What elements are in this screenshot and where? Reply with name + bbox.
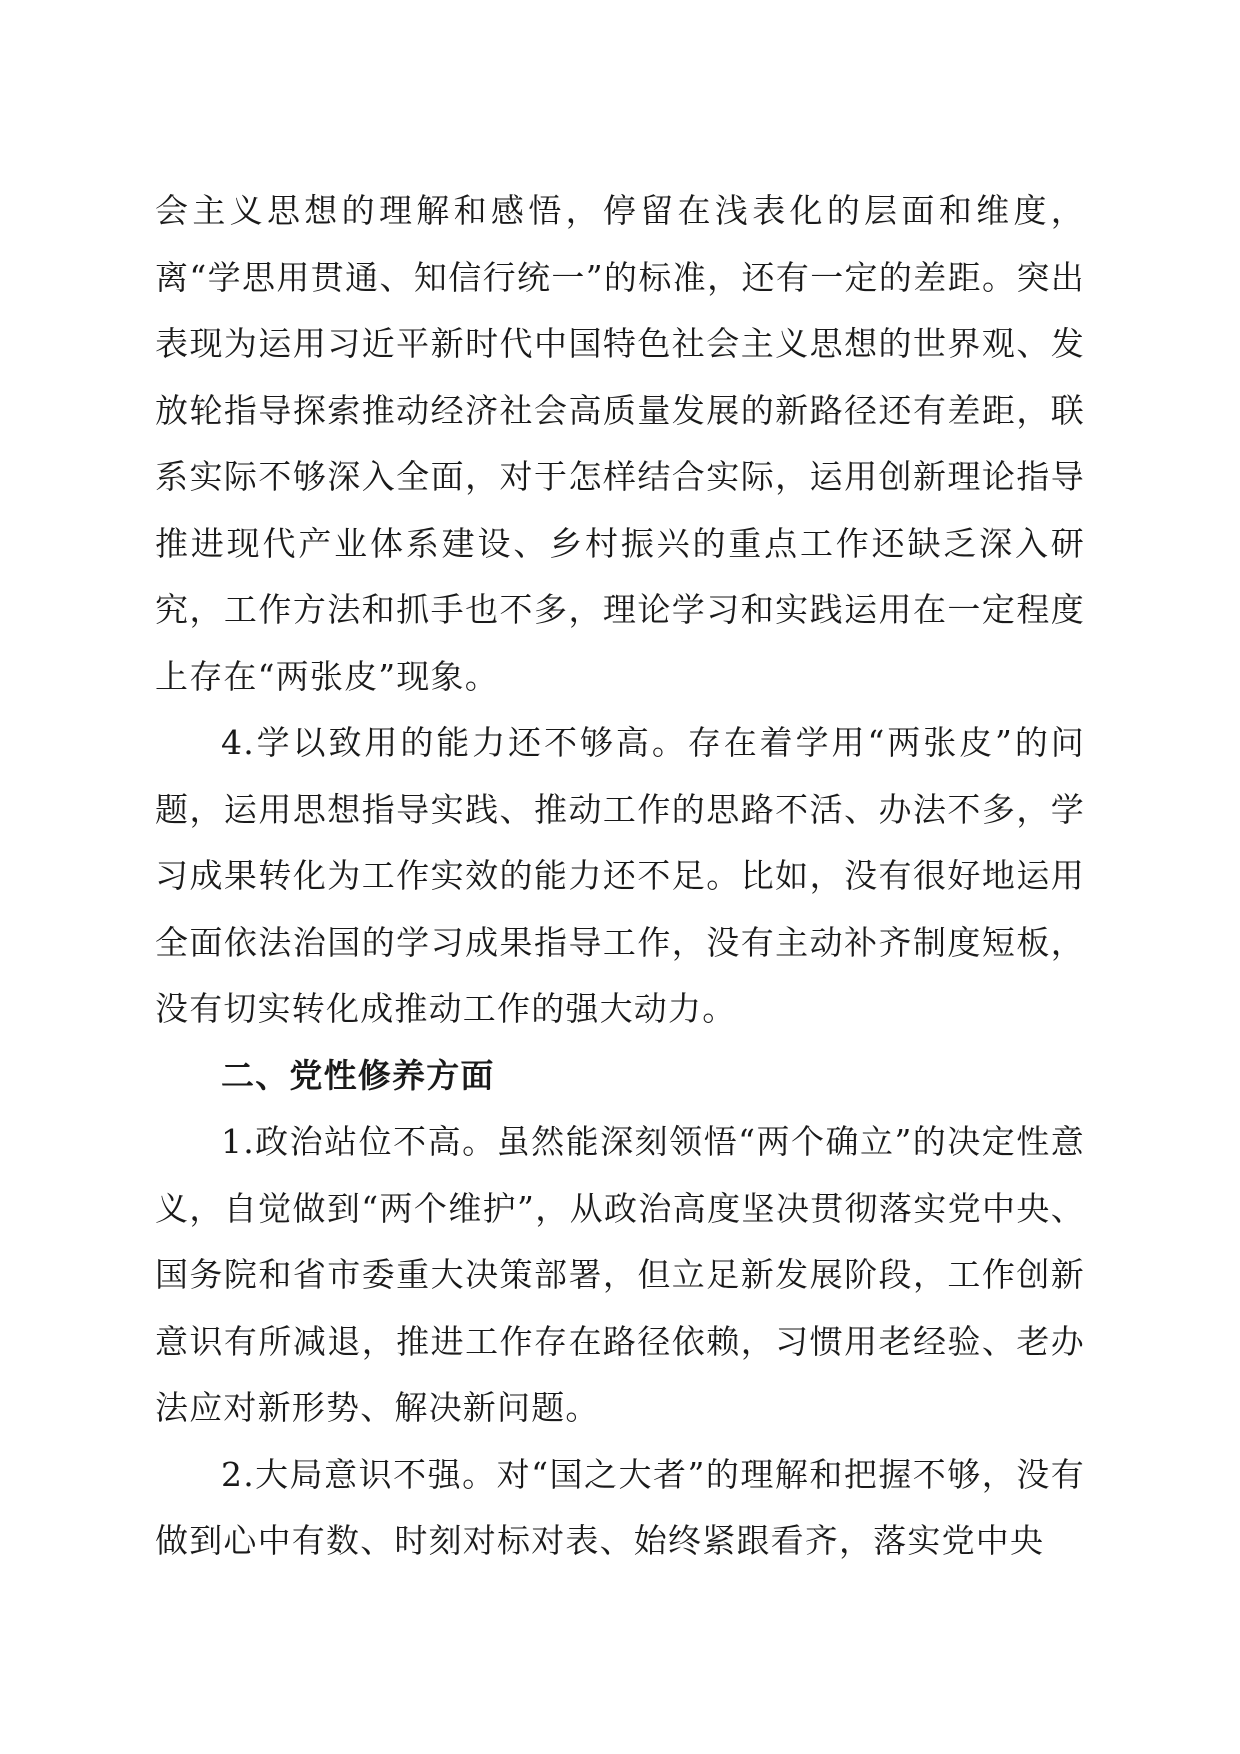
paragraph-item-4: 4.学以致用的能力还不够高。存在着学用“两张皮”的问题，运用思想指导实践、推动工作的思路不活、办法不多，学习成果转化为工作实效的能力还不足。比如，没有很好地运用全面依法治国的学习成果指导工作，没有主动补齐制度短板，没有切实转化成推动工作的强大动力。 [155,723,1085,1028]
section-heading: 二、党性修养方面 [221,1055,495,1095]
document-body [155,178,1085,1575]
paragraph-item-2: 2.大局意识不强。对“国之大者”的理解和把握不够，没有做到心中有数、时刻对标对表、始终紧跟看齐，落实党中央 [155,1454,1085,1560]
paragraph-continuation: 会主义思想的理解和感悟，停留在浅表化的层面和维度，离“学思用贯通、知信行统一”的标准，还有一定的差距。突出表现为运用习近平新时代中国特色社会主义思想的世界观、发放轮指导探索推动经济社会高质量发展的新路径还有差距，联系实际不够深入全面，对于怎样结合实际，运用创新理论指导推进现代产业体系建设、乡村振兴的重点工作还缺乏深入研究，工作方法和抓手也不多，理论学习和实践运用在一定程度上存在“两张皮”现象。 [155,191,1085,696]
paragraph-item-1: 1.政治站位不高。虽然能深刻领悟“两个确立”的决定性意义，自觉做到“两个维护”，从政治高度坚决贯彻落实党中央、国务院和省市委重大决策部署，但立足新发展阶段，工作创新意识有所减退，推进工作存在路径依赖，习惯用老经验、老办法应对新形势、解决新问题。 [155,1122,1085,1427]
